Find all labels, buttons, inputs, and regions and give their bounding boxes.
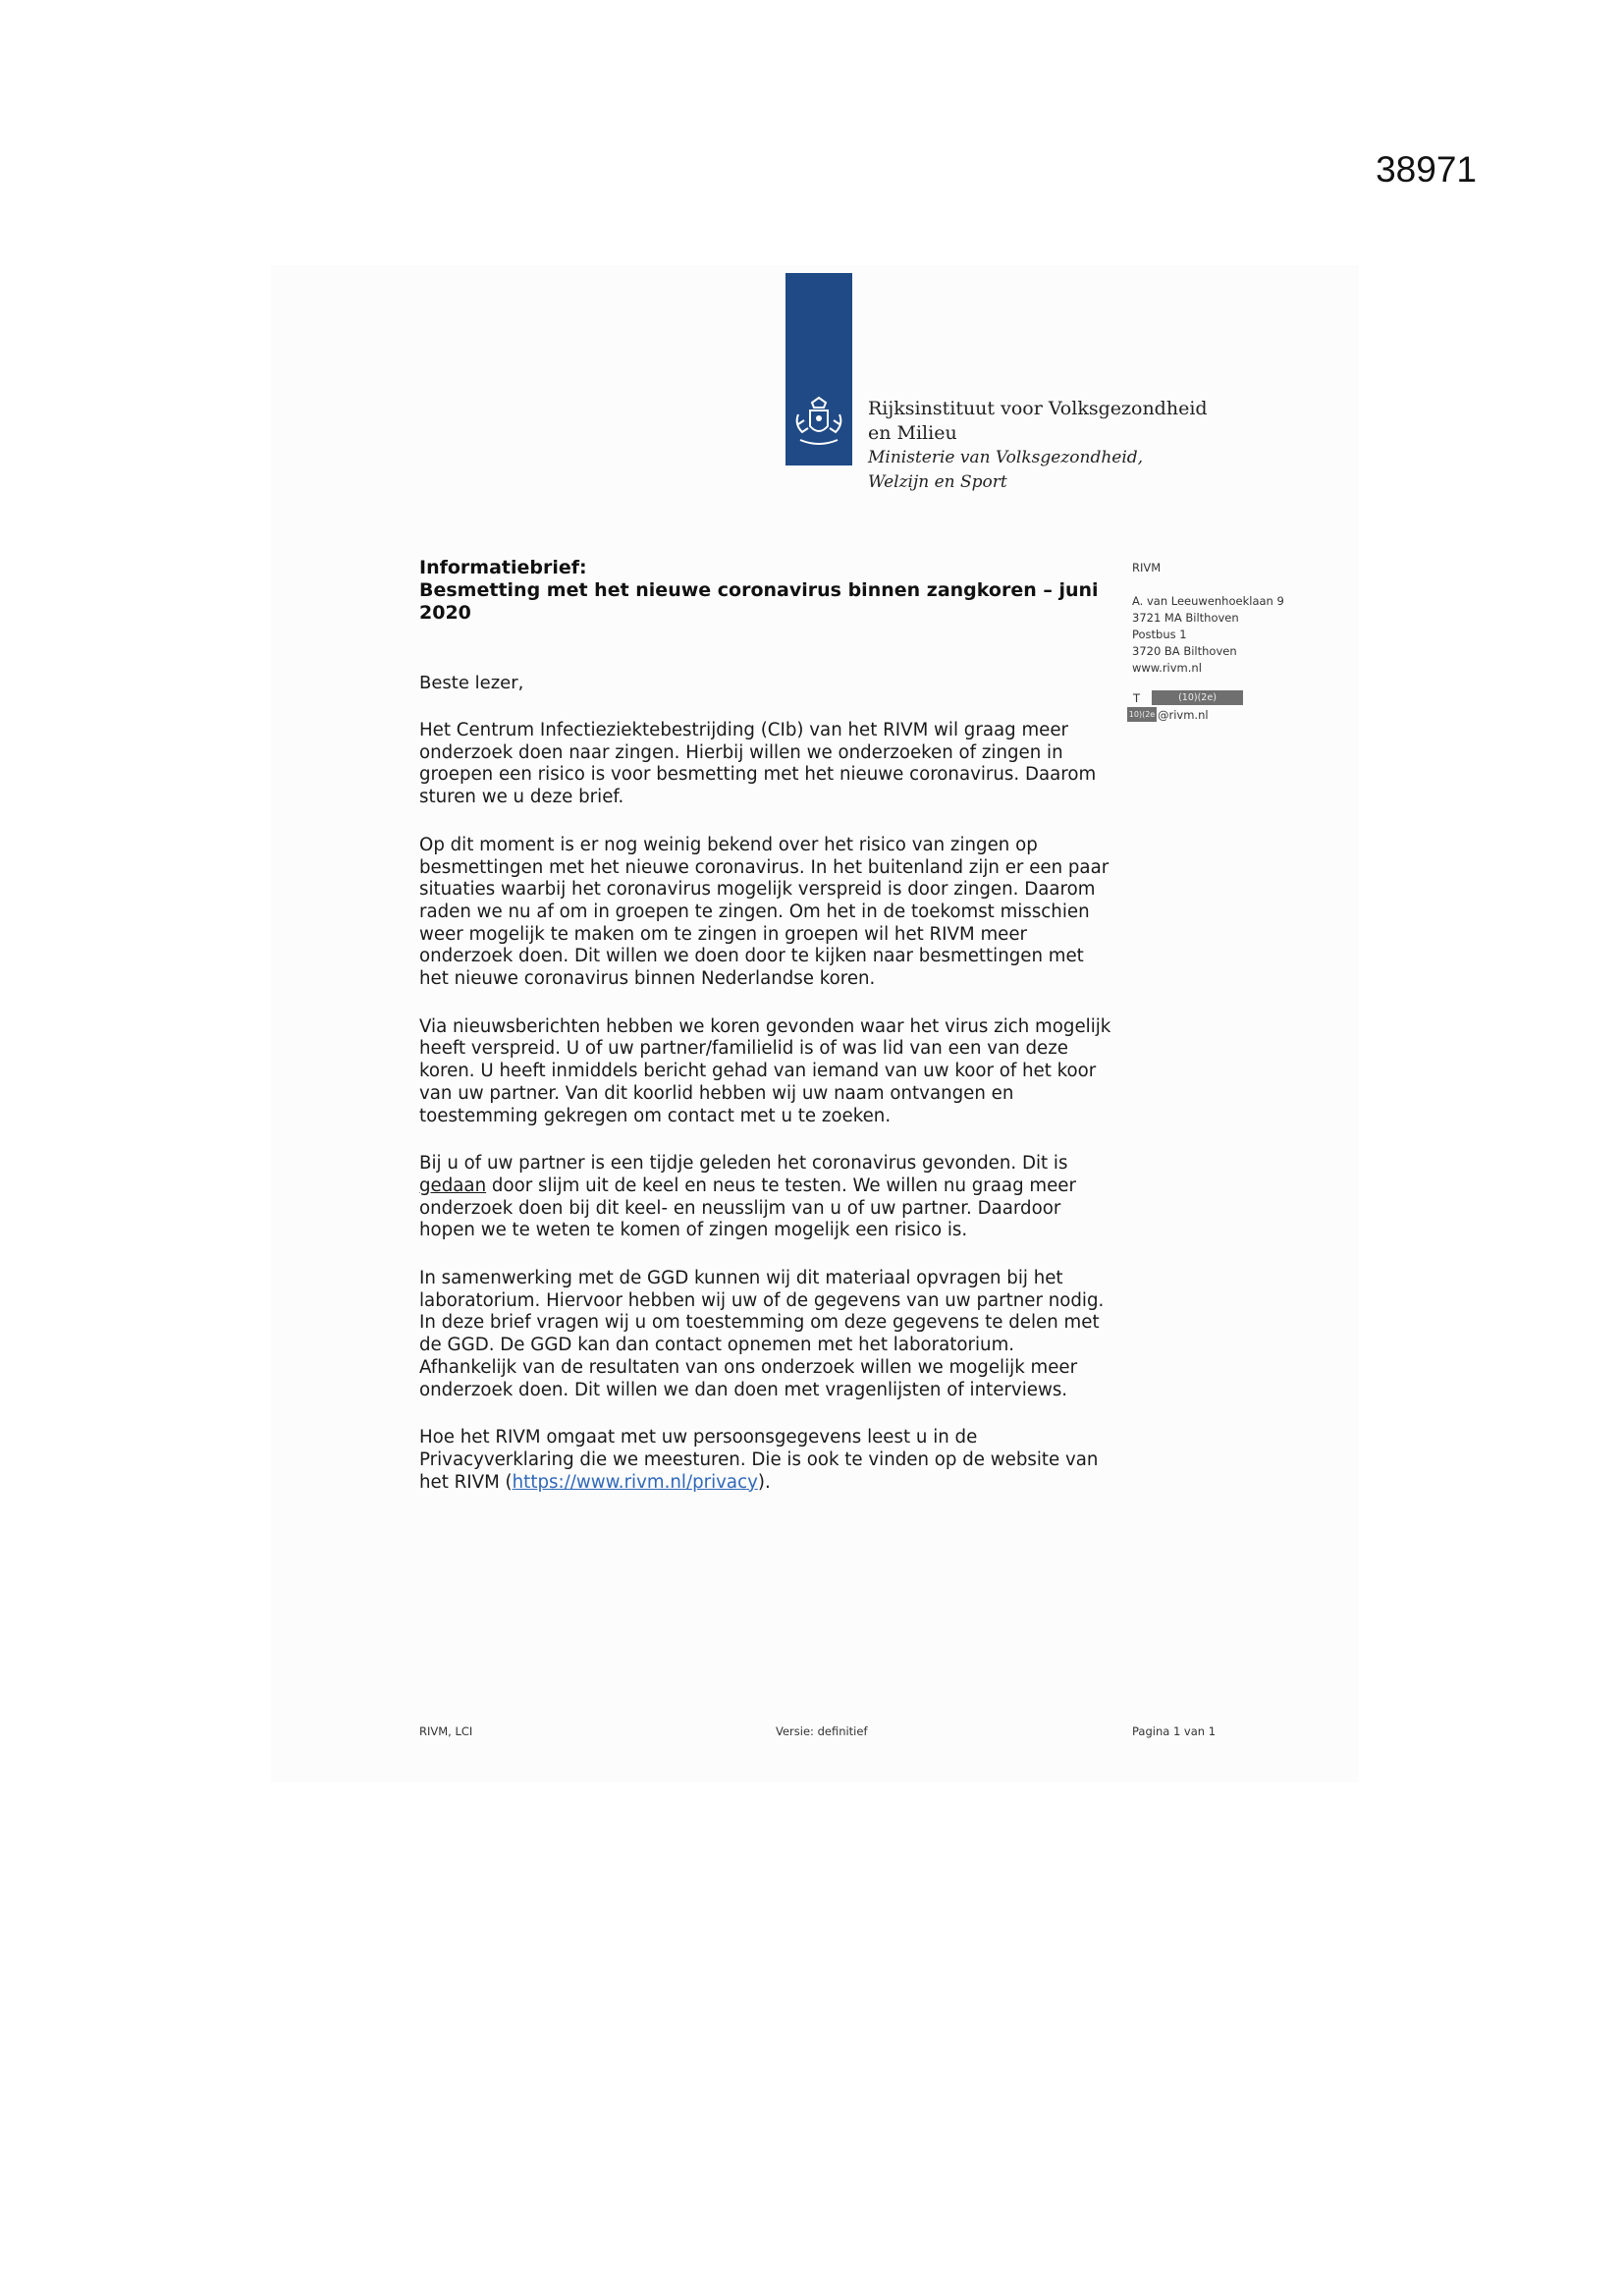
paragraph-testing-start: Bij u of uw partner is een tijdje geleden het coronavirus gevonden. Dit is — [419, 1153, 1068, 1175]
paragraph-testing-end: door slijm uit de keel en neus te testen. We willen nu graag meer onderzoek doen bij dit keel- en neusslijm van u of uw partner. Daardoor hopen we te weten te komen of zingen mogelijk een risico is. — [419, 1175, 1076, 1241]
letter-body — [419, 720, 1116, 1519]
email-domain: @rivm.nl — [1158, 708, 1209, 722]
coat-of-arms-icon — [790, 395, 847, 452]
paragraph-privacy — [419, 1427, 1116, 1494]
ministry-name — [868, 446, 1143, 495]
footer-left: RIVM, LCI — [419, 1724, 473, 1738]
title-line2: Besmetting met het nieuwe coronavirus binnen zangkoren – juni — [419, 579, 1099, 601]
phone-label: T — [1133, 691, 1141, 705]
underlined-word: gedaan — [419, 1175, 487, 1196]
email-redaction: 10)(2e — [1127, 707, 1157, 722]
address-postbus: Postbus 1 — [1132, 628, 1187, 641]
institute-name — [868, 397, 1208, 446]
title-line1: Informatiebrief: — [419, 557, 587, 578]
address-city: 3721 MA Bilthoven — [1132, 611, 1239, 625]
paragraph-privacy-text: Hoe het RIVM omgaat met uw persoonsgegevens leest u in de Privacyverklaring die we meesturen. Die is ook te vinden op de website van het RIVM ( — [419, 1427, 1099, 1493]
address-website: www.rivm.nl — [1132, 661, 1202, 675]
institute-name-line2: en Milieu — [868, 422, 957, 444]
paragraph-background: Op dit moment is er nog weinig bekend over het risico van zingen op besmettingen met het nieuwe coronavirus. In het buitenland zijn er een paar situaties waarbij het coronavirus mogelijk verspreid is door zingen. Daarom raden we nu af om in groepen te zingen. Om het in de toekomst misschien weer mogelijk te maken om te zingen in groepen wil het RIVM meer onderzoek doen. Dit willen we doen door te kijken naar besmettingen met het nieuwe coronavirus binnen Nederlandse koren. — [419, 834, 1110, 990]
paragraph-privacy-close: ). — [757, 1471, 771, 1493]
ministry-name-line2: Welzijn en Sport — [868, 472, 1007, 492]
institute-name-line1: Rijksinstituut voor Volksgezondheid — [868, 398, 1208, 419]
paragraph-ggd: In samenwerking met de GGD kunnen wij dit materiaal opvragen bij het laboratorium. Hiervoor hebben wij uw of de gegevens van uw partner nodig. In deze brief vragen wij u om toestemming om deze gegevens te delen met de GGD. De GGD kan dan contact opnemen met het laboratorium. Afhankelijk van de resultaten van ons onderzoek willen we mogelijk meer onderzoek doen. Dit willen we dan doen met vragenlijsten of interviews. — [419, 1268, 1105, 1400]
sender-address — [1132, 560, 1284, 677]
address-street: A. van Leeuwenhoeklaan 9 — [1132, 594, 1284, 608]
footer-page-number: Pagina 1 van 1 — [1132, 1724, 1217, 1738]
salutation: Beste lezer, — [419, 673, 524, 693]
title-line3: 2020 — [419, 602, 471, 624]
footer-center: Versie: definitief — [776, 1724, 868, 1738]
privacy-link[interactable]: https://www.rivm.nl/privacy — [512, 1471, 758, 1493]
phone-redaction: (10)(2e) — [1152, 690, 1243, 705]
government-logo — [785, 273, 852, 465]
address-org: RIVM — [1132, 561, 1162, 574]
ministry-name-line1: Ministerie van Volksgezondheid, — [868, 448, 1144, 467]
address-postbus-city: 3720 BA Bilthoven — [1132, 644, 1237, 658]
letter-title — [419, 557, 1107, 625]
paragraph-testing — [419, 1153, 1116, 1242]
document-number: 38971 — [1376, 149, 1477, 190]
paragraph-choirs: Via nieuwsberichten hebben we koren gevonden waar het virus zich mogelijk heeft verspreid. U of uw partner/familielid is of was lid van een van deze koren. U heeft inmiddels bericht gehad van iemand van uw koor of het koor van uw partner. Van dit koorlid hebben wij uw naam ontvangen en toestemming gekregen om contact met u te zoeken. — [419, 1015, 1111, 1126]
paragraph-intro: Het Centrum Infectieziektebestrijding (CIb) van het RIVM wil graag meer onderzoek doen naar zingen. Hierbij willen we onderzoeken of zingen in groepen een risico is voor besmetting met het nieuwe coronavirus. Daarom sturen we u deze brief. — [419, 720, 1097, 808]
